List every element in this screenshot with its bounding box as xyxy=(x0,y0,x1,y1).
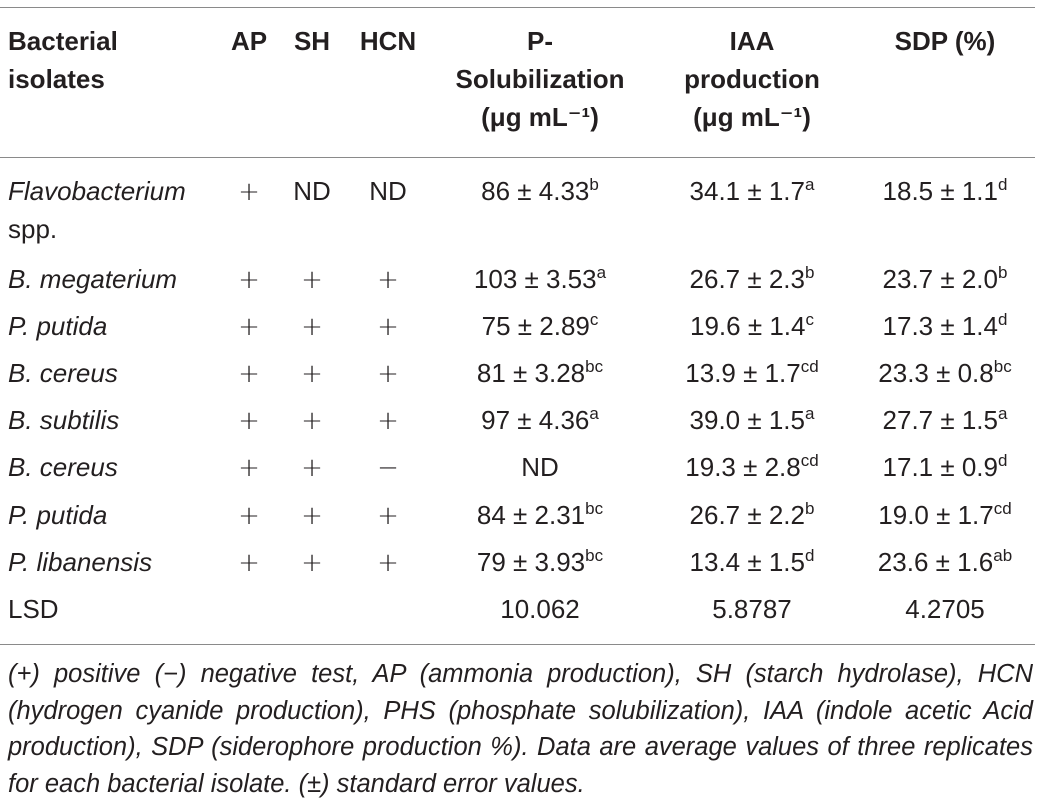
isolate-name-cell xyxy=(8,496,228,534)
header-p-solubilization xyxy=(428,22,652,136)
iaa-cell xyxy=(660,543,844,581)
sh-value: + xyxy=(301,312,323,342)
ap-value: + xyxy=(238,501,260,531)
bottom-rule xyxy=(0,644,1035,645)
sh-value: + xyxy=(301,265,323,295)
header-iaa-line1: IAA xyxy=(729,26,775,56)
sdp-cell xyxy=(852,543,1038,581)
hcn-value: + xyxy=(377,312,399,342)
ap-cell xyxy=(218,354,280,393)
sh-value: + xyxy=(301,548,323,578)
ap-cell xyxy=(218,307,280,346)
iaa-cell xyxy=(660,448,844,486)
p-solubilization-value: 84 ± 2.31 xyxy=(476,500,586,530)
header-sdp: SDP (%) xyxy=(894,26,996,56)
sh-cell xyxy=(282,401,342,440)
header-isolates-line2: isolates xyxy=(8,64,105,94)
header-rule xyxy=(0,157,1035,158)
sh-cell xyxy=(282,260,342,299)
p-solubilization-value: 79 ± 3.93 xyxy=(476,547,586,577)
iaa-value: 26.7 ± 2.3 xyxy=(689,264,805,294)
ap-cell xyxy=(218,448,280,487)
iaa-significance-letter: d xyxy=(805,546,815,565)
p-significance-letter: a xyxy=(589,404,599,423)
sdp-cell xyxy=(852,354,1038,392)
iaa-cell xyxy=(660,307,844,345)
sdp-value: 17.3 ± 1.4 xyxy=(882,311,998,341)
sh-value: + xyxy=(301,406,323,436)
isolate-name: B. subtilis xyxy=(8,405,120,435)
p-significance-letter: bc xyxy=(585,357,604,376)
sh-cell xyxy=(282,307,342,346)
isolate-name-line2: spp. xyxy=(8,214,58,244)
p-significance-letter: a xyxy=(596,263,607,282)
sh-value: + xyxy=(301,453,323,483)
sdp-cell xyxy=(852,496,1038,534)
hcn-value: + xyxy=(377,265,399,295)
top-rule xyxy=(0,7,1035,8)
isolate-name-cell xyxy=(8,260,228,298)
hcn-cell xyxy=(350,496,426,535)
p-significance-letter: bc xyxy=(585,499,604,518)
table-footnote: (+) positive (−) negative test, AP (ammonia production), SH (starch hydrolase), HCN (hydrogen cyanide production), PHS (phosphate solubilization), IAA (indole acetic Acid production), SDP (siderophore production %). Data are average values of three replicates for each bacterial isolate. (±) standard error values. xyxy=(8,660,1033,798)
isolate-name: Flavobacterium xyxy=(8,176,186,206)
sdp-significance-letter: d xyxy=(998,310,1008,329)
ap-value: + xyxy=(238,406,260,436)
p-significance-letter: c xyxy=(589,310,599,329)
iaa-value: 34.1 ± 1.7 xyxy=(689,176,805,206)
iaa-significance-letter: a xyxy=(805,175,815,194)
iaa-value: 13.4 ± 1.5 xyxy=(689,547,805,577)
p-solubilization-value: 75 ± 2.89 xyxy=(481,311,590,341)
iaa-value: 19.6 ± 1.4 xyxy=(690,311,806,341)
lsd-p-value: 10.062 xyxy=(500,594,580,624)
ap-cell xyxy=(218,496,280,535)
iaa-significance-letter: c xyxy=(805,310,814,329)
isolate-name: P. libanensis xyxy=(8,547,153,577)
iaa-cell xyxy=(660,172,844,210)
sh-value: ND xyxy=(293,176,331,206)
lsd-sdp-value: 4.2705 xyxy=(905,594,985,624)
sdp-value: 17.1 ± 0.9 xyxy=(882,452,998,482)
hcn-value: + xyxy=(377,406,399,436)
sdp-significance-letter: cd xyxy=(993,499,1012,518)
lsd-iaa-value: 5.8787 xyxy=(712,594,792,624)
ap-value: + xyxy=(238,453,260,483)
iaa-value: 13.9 ± 1.7 xyxy=(685,358,801,388)
iaa-cell xyxy=(660,401,844,439)
hcn-value: − xyxy=(377,453,399,483)
sdp-significance-letter: a xyxy=(998,404,1008,423)
header-iaa-line3: (μg mL⁻¹) xyxy=(693,102,811,132)
hcn-cell xyxy=(350,401,426,440)
hcn-cell xyxy=(350,172,426,210)
sdp-significance-letter: ab xyxy=(993,546,1013,565)
ap-cell xyxy=(218,401,280,440)
p-solubilization-value: 103 ± 3.53 xyxy=(473,264,597,294)
ap-value: + xyxy=(238,177,260,207)
sdp-value: 23.6 ± 1.6 xyxy=(877,547,994,577)
isolate-name: P. putida xyxy=(8,500,108,530)
header-p-line2: Solubilization xyxy=(455,64,625,94)
iaa-value: 19.3 ± 2.8 xyxy=(685,452,801,482)
hcn-value: + xyxy=(377,548,399,578)
ap-cell xyxy=(218,260,280,299)
isolate-name-cell xyxy=(8,172,228,248)
ap-cell xyxy=(218,172,280,211)
sh-cell xyxy=(282,448,342,487)
header-ap: AP xyxy=(230,26,268,56)
isolate-name: B. cereus xyxy=(8,452,118,482)
iaa-significance-letter: a xyxy=(805,404,815,423)
isolate-name: B. megaterium xyxy=(8,264,178,294)
sdp-value: 23.3 ± 0.8 xyxy=(878,358,994,388)
header-p-line3: (μg mL⁻¹) xyxy=(481,102,599,132)
header-p-line1: P- xyxy=(527,26,553,56)
hcn-value: ND xyxy=(369,176,407,206)
sdp-value: 23.7 ± 2.0 xyxy=(882,264,998,294)
sdp-value: 27.7 ± 1.5 xyxy=(882,405,998,435)
iaa-significance-letter: b xyxy=(805,263,815,282)
sh-cell xyxy=(282,543,342,582)
iaa-significance-letter: cd xyxy=(800,357,819,376)
iaa-cell xyxy=(660,354,844,392)
isolate-name-cell xyxy=(8,448,228,486)
iaa-significance-letter: b xyxy=(805,499,815,518)
isolate-name: P. putida xyxy=(8,311,108,341)
isolate-name: B. cereus xyxy=(8,358,118,388)
sdp-value: 18.5 ± 1.1 xyxy=(882,176,998,206)
p-solubilization-value: 97 ± 4.36 xyxy=(481,405,590,435)
iaa-value: 39.0 ± 1.5 xyxy=(689,405,805,435)
p-solubilization-value: ND xyxy=(521,452,559,482)
ap-cell xyxy=(218,543,280,582)
hcn-cell xyxy=(350,307,426,346)
hcn-cell xyxy=(350,448,426,487)
isolate-name-cell xyxy=(8,307,228,345)
ap-value: + xyxy=(238,548,260,578)
header-sh: SH xyxy=(293,26,331,56)
sdp-significance-letter: b xyxy=(998,263,1008,282)
header-iaa xyxy=(660,22,844,136)
p-solubilization-cell xyxy=(428,496,652,534)
sdp-cell xyxy=(852,401,1038,439)
hcn-cell xyxy=(350,543,426,582)
hcn-cell xyxy=(350,260,426,299)
sdp-cell xyxy=(852,448,1038,486)
p-solubilization-cell xyxy=(428,543,652,581)
p-solubilization-value: 81 ± 3.28 xyxy=(476,358,586,388)
p-solubilization-cell xyxy=(428,401,652,439)
ap-value: + xyxy=(238,312,260,342)
iaa-cell xyxy=(660,496,844,534)
sh-cell xyxy=(282,496,342,535)
p-solubilization-cell xyxy=(428,260,652,298)
p-solubilization-cell xyxy=(428,354,652,392)
p-significance-letter: b xyxy=(589,175,599,194)
ap-value: + xyxy=(238,359,260,389)
sdp-significance-letter: d xyxy=(998,175,1008,194)
sdp-cell xyxy=(852,260,1038,298)
p-solubilization-cell xyxy=(428,448,652,486)
header-hcn: HCN xyxy=(359,26,417,56)
sdp-cell xyxy=(852,172,1038,210)
sdp-significance-letter: bc xyxy=(993,357,1012,376)
isolate-name-cell xyxy=(8,543,228,581)
isolate-name-cell xyxy=(8,401,228,439)
sh-value: + xyxy=(301,359,323,389)
hcn-value: + xyxy=(377,359,399,389)
sdp-value: 19.0 ± 1.7 xyxy=(878,500,994,530)
header-isolates xyxy=(8,22,228,98)
sh-cell xyxy=(282,354,342,393)
hcn-cell xyxy=(350,354,426,393)
p-solubilization-value: 86 ± 4.33 xyxy=(481,176,590,206)
sdp-cell xyxy=(852,307,1038,345)
lsd-label: LSD xyxy=(8,594,59,624)
header-isolates-line1: Bacterial xyxy=(8,26,118,56)
sh-cell xyxy=(282,172,342,210)
p-significance-letter: bc xyxy=(585,546,604,565)
iaa-value: 26.7 ± 2.2 xyxy=(689,500,805,530)
sh-value: + xyxy=(301,501,323,531)
header-iaa-line2: production xyxy=(684,64,820,94)
p-solubilization-cell xyxy=(428,307,652,345)
sdp-significance-letter: d xyxy=(998,451,1008,470)
iaa-significance-letter: cd xyxy=(800,451,819,470)
hcn-value: + xyxy=(377,501,399,531)
isolate-name-cell xyxy=(8,354,228,392)
ap-value: + xyxy=(238,265,260,295)
iaa-cell xyxy=(660,260,844,298)
p-solubilization-cell xyxy=(428,172,652,210)
